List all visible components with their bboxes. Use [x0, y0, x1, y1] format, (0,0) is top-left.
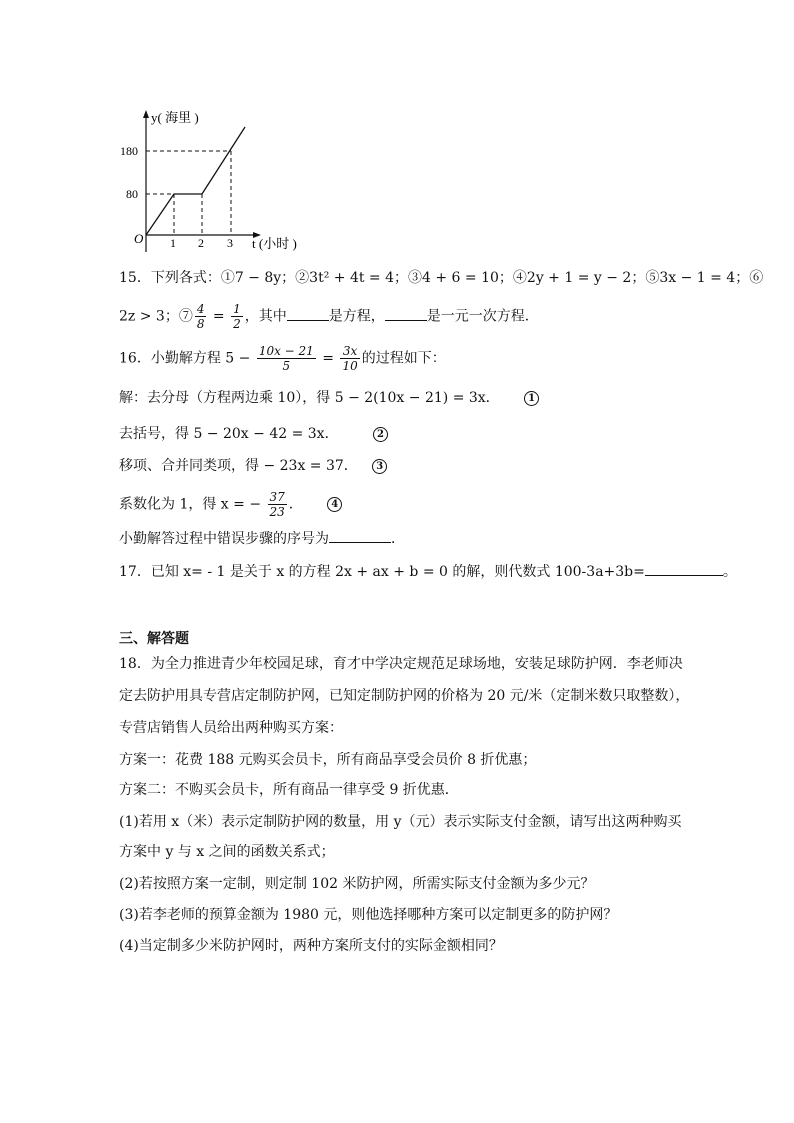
q15-text2a: 2z > 3；⑦: [119, 308, 193, 325]
q18-plan2: 方案二：不购买会员卡，所有商品一律享受 9 折优惠．: [119, 782, 459, 798]
q16-step2: 去括号，得 5 − 20x − 42 = 3x． 2: [119, 424, 388, 444]
step-marker-2: 2: [373, 427, 388, 442]
q15-text1: 15．下列各式：①7 − 8y；②3t² + 4t = 4；③4 + 6 = 10；④2y + 1 = y − 2；⑤3x − 1 = 4；⑥: [119, 270, 764, 286]
fraction-3x-over-10: $\frac{3x}{10}$: [342, 344, 358, 373]
y-tick-180: 180: [120, 144, 138, 158]
y-tick-80: 80: [126, 187, 138, 201]
x-tick-1: 1: [170, 236, 176, 250]
q18-sub3: (3)若李老师的预算金额为 1980 元，则他选择哪种方案可以定制更多的防护网？: [119, 907, 618, 923]
q15-line2: 2z > 3；⑦ $\frac{4}{8}$ = $\frac{1}{2}$ ，其中 是方程， 是一元一次方程．: [119, 302, 539, 331]
fraction-10x-21-over-5: $\frac{10x - 21}{5}$: [258, 344, 314, 373]
step-marker-3: 3: [372, 459, 387, 474]
q18-sub1b: 方案中 y 与 x 之间的函数关系式；: [119, 844, 335, 860]
q18-sub1a: (1)若用 x（米）表示定制防护网的数量，用 y（元）表示实际支付金额，请写出这两种购买: [119, 814, 682, 830]
distance-time-graph: [112, 100, 352, 260]
q17-answer-blank[interactable]: [645, 561, 723, 576]
q18-para1: 18．为全力推进青少年校园足球，育才中学决定规范足球场地，安装足球防护网．李老师决: [119, 656, 683, 672]
q18-para3: 专营店销售人员给出两种购买方案：: [119, 720, 343, 736]
q16-step1: 解：去分母（方程两边乘 10），得 5 − 2(10x − 21) = 3x． 1: [119, 388, 539, 408]
q15-line1: [119, 268, 763, 288]
x-tick-3: 3: [227, 236, 233, 250]
origin-label: O: [134, 231, 144, 246]
q15-blank1[interactable]: [287, 306, 329, 321]
section-title: 三、解答题: [119, 631, 189, 647]
y-axis-label: y( 海里 ): [151, 110, 199, 125]
fraction-4-8: $\frac{4}{8}$: [196, 302, 205, 331]
q16-intro: 16．小勤解方程 5 − $\frac{10x - 21}{5}$ = $\frac{3x}{10}$ 的过程如下：: [119, 344, 446, 373]
q18-para2: 定去防护用具专营店定制防护网，已知定制防护网的价格为 20 元/米（定制米数只取整数），: [119, 688, 690, 704]
q16-step3: 移项、合并同类项，得 − 23x = 37． 3: [119, 456, 387, 476]
q17: 17．已知 x= - 1 是关于 x 的方程 2x + ax + b = 0 的解，则代数式 100-3a+3b= 。: [119, 561, 737, 582]
distance-line: [146, 127, 245, 235]
x-axis-label: t (小时 ): [252, 236, 297, 251]
q18-sub2: (2)若按照方案一定制，则定制 102 米防护网，所需实际支付金额为多少元？: [119, 876, 595, 892]
q18-sub4: (4)当定制多少米防护网时，两种方案所支付的实际金额相同？: [119, 938, 503, 954]
fraction-1-2: $\frac{1}{2}$: [233, 302, 241, 331]
step-marker-4: 4: [327, 497, 342, 512]
x-tick-2: 2: [198, 236, 204, 250]
q18-plan1: 方案一：花费 188 元购买会员卡，所有商品享受会员价 8 折优惠；: [119, 752, 537, 768]
q16-step4: 系数化为 1，得 x = − $\frac{37}{23}$ ． 4: [119, 490, 342, 519]
q16-answer-blank[interactable]: [329, 528, 391, 543]
y-axis-arrow: [143, 110, 149, 118]
step-marker-1: 1: [524, 391, 539, 406]
fraction-37-23: $\frac{37}{23}$: [269, 490, 285, 519]
q15-blank2[interactable]: [385, 306, 427, 321]
q16-question: 小勤解答过程中错误步骤的序号为 ．: [119, 528, 405, 549]
